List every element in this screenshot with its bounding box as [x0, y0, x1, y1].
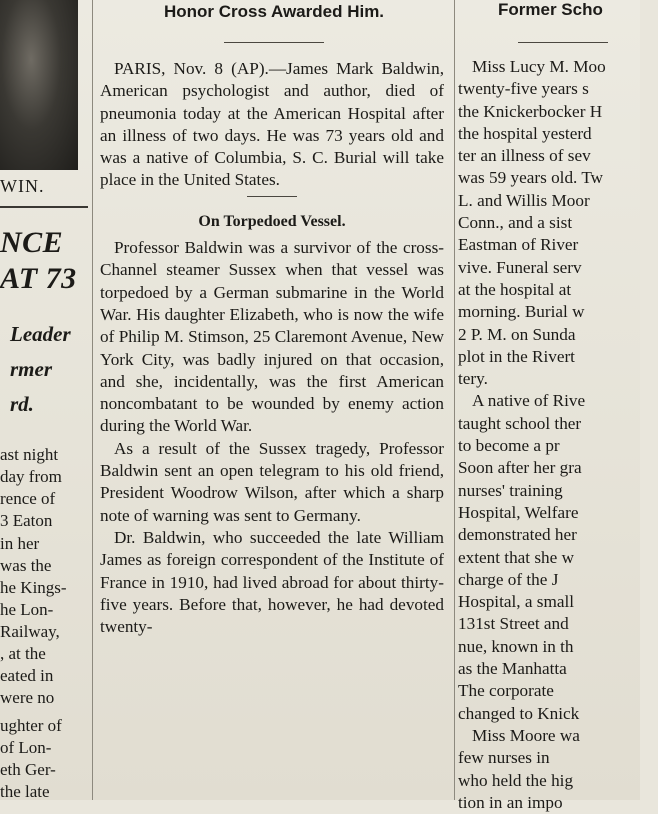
left-text-line: 3 Eaton	[0, 511, 53, 530]
right-text-line: nurses' training	[458, 480, 563, 500]
right-text-line: Hospital, a small	[458, 592, 574, 612]
left-subhead-line: Leader	[10, 322, 71, 346]
article-paragraph: Professor Baldwin was a survivor of the cross-Channel steamer Sussex when that vessel was torpedoed by a German submarine in the World War. His daughter Elizabeth, who is now the wife of Philip M. Stimson, 25 Claremont Avenue, New York City, was badly injured on that occasion, and she, incidentally, was the first American noncombatant to be wounded by enemy action during the World War.	[100, 238, 444, 436]
right-text-line: The corporate	[458, 681, 554, 701]
right-text-line: was 59 years old. Tw	[458, 168, 604, 188]
headline-rule	[224, 42, 324, 43]
left-text-line: Railway,	[0, 622, 60, 641]
left-text-line: eth Ger-	[0, 760, 56, 779]
left-text-line: were no	[0, 688, 55, 707]
left-text-line: rence of	[0, 489, 56, 508]
right-text-line: ter an illness of sev	[458, 146, 591, 166]
right-text-line: plot in the Rivert	[458, 346, 575, 366]
right-text-line: at the hospital at	[458, 279, 572, 299]
left-text-line: was the	[0, 556, 52, 575]
right-text-line: Miss Lucy M. Moo	[472, 57, 606, 76]
left-text-line: day from	[0, 467, 62, 486]
right-text-line: the hospital yesterd	[458, 123, 592, 143]
left-subhead-line: rd.	[10, 392, 34, 416]
right-text-line: as the Manhatta	[458, 659, 567, 679]
left-headline-line: NCE	[0, 226, 64, 259]
left-text-line: of Lon-	[0, 738, 52, 757]
dateline-paragraph: PARIS, Nov. 8 (AP).—James Mark Baldwin, American psychologist and author, died of pneumonia today at the American Hospital after an illness of two days. He was 73 years old and was a native of Columbia, S. C. Burial will take place in the United States.	[100, 59, 444, 190]
right-text-line: morning. Burial w	[458, 302, 585, 322]
middle-column	[96, 0, 452, 800]
column-rule	[454, 0, 455, 800]
left-column	[0, 0, 90, 800]
right-text-line: vive. Funeral serv	[458, 257, 582, 277]
right-text-line: A native of Rive	[472, 391, 586, 411]
article-paragraph: As a result of the Sussex tragedy, Professor Baldwin sent an open telegram to his old friend, President Woodrow Wilson, after which a sharp note of warning was sent to Germany.	[100, 438, 444, 525]
right-text-line: to become a pr	[458, 436, 560, 456]
right-text-line: Conn., and a sist	[458, 213, 573, 233]
left-text-line: eated in	[0, 666, 54, 685]
left-text-line: he Kings-	[0, 578, 67, 597]
right-text-line: 2 P. M. on Sunda	[458, 324, 576, 344]
right-text-line: nue, known in th	[458, 636, 574, 656]
right-text-line: taught school ther	[458, 413, 582, 433]
right-text-line: demonstrated her	[458, 525, 577, 545]
right-text-line: extent that she w	[458, 547, 574, 567]
left-text-line: in her	[0, 534, 40, 553]
left-text-line: ughter of	[0, 716, 62, 735]
left-headline-line: AT 73	[0, 262, 77, 295]
portrait-photo	[0, 0, 78, 170]
right-text-line: Miss Moore wa	[472, 725, 580, 745]
article-headline: Honor Cross Awarded Him.	[163, 2, 385, 21]
left-text-line: he Lon-	[0, 600, 54, 619]
section-rule	[247, 196, 297, 197]
right-text-line: Soon after her gra	[458, 458, 582, 478]
right-text-line: who held the hig	[458, 770, 574, 790]
right-text-line: tery.	[458, 369, 488, 389]
column-rule	[92, 0, 93, 800]
right-text-line: changed to Knick	[458, 703, 580, 723]
right-text-line: few nurses in	[458, 748, 550, 768]
right-text-line: tion in an impo	[458, 792, 563, 812]
left-text-line: ast night	[0, 445, 59, 464]
left-subhead-line: rmer	[10, 357, 52, 381]
article-subheading: On Torpedoed Vessel.	[198, 212, 346, 230]
right-text-line: the Knickerbocker H	[458, 101, 603, 121]
right-column	[458, 0, 658, 812]
article-body	[100, 58, 444, 638]
divider	[0, 206, 88, 208]
right-text-line: 131st Street and	[458, 614, 569, 634]
headline-rule	[518, 42, 608, 43]
right-text-line: Eastman of River	[458, 235, 579, 255]
article-paragraph: Dr. Baldwin, who succeeded the late William James as foreign correspondent of the Institute of France in 1910, had lived abroad for about thirty-five years. Before that, however, he had devoted twenty-	[100, 527, 444, 637]
left-text-line: , at the	[0, 644, 46, 663]
right-text-line: twenty-five years s	[458, 79, 589, 99]
right-text-line: charge of the J	[458, 569, 559, 589]
right-article-body	[458, 56, 658, 814]
left-text-line: the late	[0, 782, 50, 801]
right-text-line: Hospital, Welfare	[458, 502, 579, 522]
right-headline: Former Scho	[498, 0, 603, 19]
right-text-line: L. and Willis Moor	[458, 190, 590, 210]
photo-caption: WIN.	[0, 176, 45, 196]
